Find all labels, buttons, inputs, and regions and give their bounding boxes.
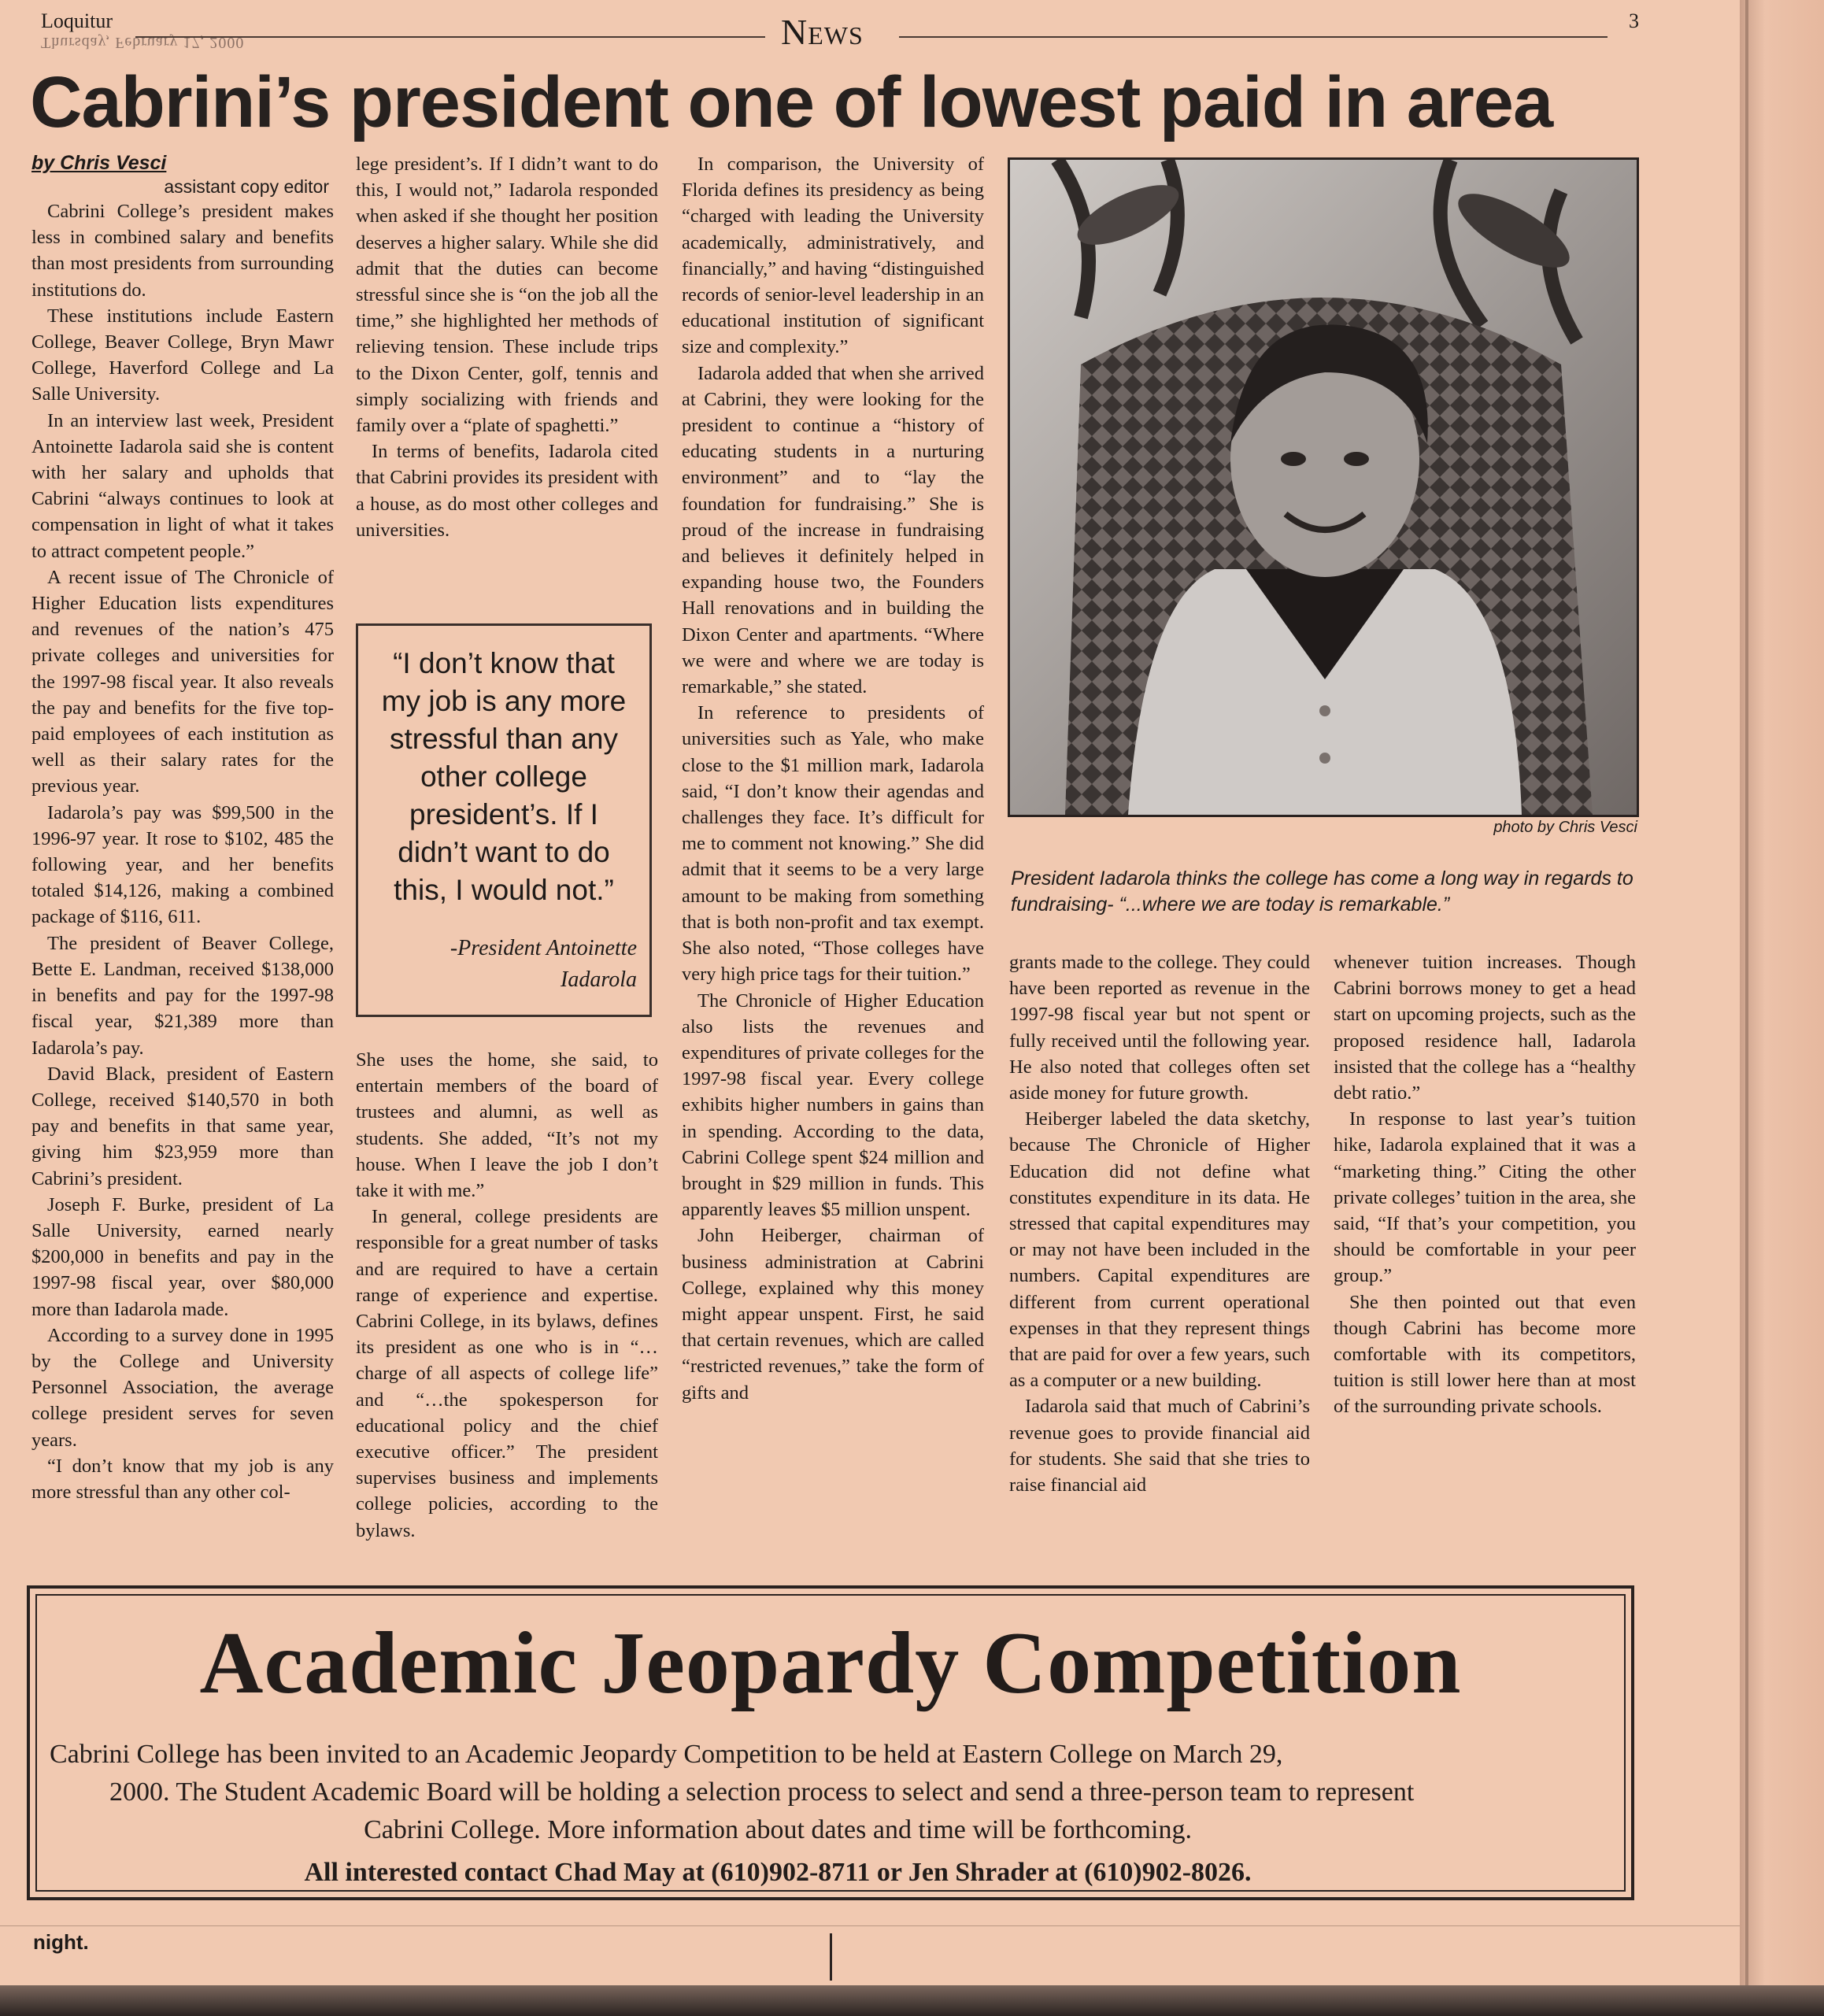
paper-name: Loquitur [41, 9, 113, 32]
paragraph: Iadarola added that when she arrived at Cabrini, they were looking for the president to continue a “history of educating students in a nurturing environment” and to “lay the foundation for fundraising.” She is proud of the increase in fundraising and believes it definitely helped in expanding house two, the Founders Hall renovations and in building the Dixon Center and apartments. “Where we were and where we are today is remarkable,” she stated. [682, 362, 984, 698]
jeopardy-ad-inner [35, 1594, 1626, 1892]
paragraph: She uses the home, she said, to entertain members of the board of trustees and alumni, as well as students. She added, “It’s not my house. When I leave the job I don’t take it with me.” [356, 1049, 658, 1202]
page-edge-strip [1740, 0, 1824, 2016]
fold-mark [830, 1933, 832, 1981]
paragraph: The Chronicle of Higher Education also lists the revenues and expenditures of private colleges for the 1997-98 fiscal year. Every college exhibits higher numbers in gains than in spending. According to the data, Cabrini College spent $24 million and brought in $29 million in funds. This apparently leaves $5 million unspent. [682, 990, 984, 1221]
paragraph: In response to last year’s tuition hike, Iadarola explained that it was a “marketing thing.” Citing the other private colleges’ tuition in the area, she said, “If that’s your competition, you should be comfortable in your peer group.” [1334, 1108, 1636, 1287]
paragraph: lege president’s. If I didn’t want to do this, I would not,” Iadarola responded when asked if she thought her position deserves a higher salary. While she did admit that the duties can become stressful since she is “on the job all the time,” she highlighted her methods of relieving tension. These include trips to the Dixon Center, golf, tennis and simply socializing with friends and family over a “plate of spaghetti.” [356, 154, 658, 437]
section-name: News [781, 12, 864, 52]
date-line: Thursday, February 17, 2000 [41, 34, 245, 51]
paragraph: She then pointed out that even though Cabrini has become more comfortable with its competitors, tuition is still lower here than at most of the surrounding private schools. [1334, 1291, 1636, 1418]
article-column-1 [31, 151, 334, 1505]
ad-line: 2000. The Student Academic Board will be holding a selection process to select and send a three-person team to represent [109, 1777, 1415, 1807]
paragraph: Iadarola’s pay was $99,500 in the 1996-97 year. It rose to $102, 485 the following year, and her benefits totaled $14,126, making a combined package of $116, 611. [31, 801, 334, 928]
paragraph: In an interview last week, President Antoinette Iadarola said she is content with her salary and upholds that Cabrini “always continues to look at compensation in light of what it takes to attract competent people.” [31, 409, 334, 562]
paragraph: The president of Beaver College, Bette E. Landman, received $138,000 in benefits and pay for the 1997-98 fiscal year, $21,389 more than Iadarola’s pay. [31, 932, 334, 1059]
byline: by Chris Vesci [31, 152, 167, 174]
paragraph: whenever tuition increases. Though Cabrini borrows money to get a head start on upcoming projects, such as the proposed residence hall, Iadarola insisted that the college has a “healthy debt ratio.” [1334, 952, 1636, 1104]
header-rule-right [899, 36, 1608, 38]
paragraph: In general, college presidents are responsible for a great number of tasks and are required to have a certain range of experience and expertise. Cabrini College, in its bylaws, defines its president as one who is in “…charge of all aspects of college life” and “…the spokesperson for educational policy and the chief executive officer.” The president supervises business and implements college policies, according to the bylaws. [356, 1206, 658, 1541]
scan-bottom-edge [0, 1985, 1824, 2016]
paragraph: grants made to the college. They could have been reported as revenue in the 1997-98 fiscal year but not spent or fully received until the following year. He also noted that colleges often set aside money for future growth. [1009, 952, 1310, 1104]
bleed-through-word: night. [33, 1930, 89, 1954]
pull-quote-box [356, 623, 652, 1017]
article-column-2-bottom [356, 1047, 658, 1544]
paragraph: In comparison, the University of Florida defines its presidency as being “charged with leading the University academically, administratively, and financially,” and having “distinguished records of senior-level leadership in an educational institution of significant size and complexity.” [682, 154, 984, 358]
page-edge-line [1745, 0, 1748, 2016]
photo-caption: President Iadarola thinks the college has come a long way in regards to fundraising- “...where we are today is remarkable.” [1011, 867, 1633, 916]
president-photo [1008, 157, 1639, 817]
paragraph: Joseph F. Burke, president of La Salle University, earned nearly $200,000 in benefits and pay in the 1997-98 fiscal year, over $80,000 more than Iadarola made. [31, 1193, 334, 1320]
photo-credit: photo by Chris Vesci [1493, 819, 1637, 836]
portrait-illustration [1010, 160, 1637, 815]
headline: Cabrini’s president one of lowest paid in area [30, 62, 1553, 142]
paragraph: Cabrini College’s president makes less in combined salary and benefits than most presidents from surrounding institutions do. [31, 201, 334, 301]
paragraph: Iadarola said that much of Cabrini’s revenue goes to provide financial aid for students. She said that she tries to raise financial aid [1009, 1396, 1310, 1496]
pull-quote-text: “I don’t know that my job is any more stressful than any other college president’s. If I didn’t want to do this, I would not.” [381, 647, 627, 906]
ad-contact: All interested contact Chad May at (610)902-8711 or Jen Shrader at (610)902-8026. [304, 1858, 1252, 1887]
paragraph: Heiberger labeled the data sketchy, because The Chronicle of Higher Education did not define what constitutes expenditure in its data. He stressed that capital expenditures may or may not have been included in the numbers. Capital expenditures are different from current operational expenses in that they represent things that are paid for over a few years, such as a computer or a new building. [1009, 1108, 1310, 1392]
pull-quote-attribution: -President Antoinette Iadarola [450, 936, 637, 992]
ad-line: Cabrini College. More information about dates and time will be forthcoming. [364, 1815, 1192, 1844]
paragraph: According to a survey done in 1995 by the College and University Personnel Association, the average college president serves for seven years. [31, 1324, 334, 1451]
paragraph: In terms of benefits, Iadarola cited that Cabrini provides its president with a house, as do most other colleges and universities. [356, 441, 658, 541]
jeopardy-ad [27, 1585, 1634, 1900]
paragraph: “I don’t know that my job is any more stressful than any other col- [31, 1455, 334, 1503]
paragraph: John Heiberger, chairman of business administration at Cabrini College, explained why this money might appear unspent. First, he said that certain revenues, which are called “restricted revenues,” take the form of gifts and [682, 1225, 984, 1404]
ad-body [50, 1736, 1616, 1892]
paragraph: These institutions include Eastern College, Beaver College, Bryn Mawr College, Haverford College and La Salle University. [31, 305, 334, 405]
header-rule-left [135, 36, 765, 38]
article-column-3 [682, 151, 984, 1406]
ad-line: Cabrini College has been invited to an Academic Jeopardy Competition to be held at Eastern College on March 29, [50, 1740, 1283, 1769]
ad-title: Academic Jeopardy Competition [199, 1615, 1462, 1712]
paragraph: A recent issue of The Chronicle of Higher Education lists expenditures and revenues of the nation’s 475 private colleges and universities for the 1997-98 fiscal year. It also reveals the pay and benefits for the five top-paid employees of each institution as well as their salary rates for the previous year. [31, 566, 334, 797]
article-column-4 [1009, 949, 1310, 1498]
byline-title: assistant copy editor [164, 176, 329, 197]
paragraph: In reference to presidents of universities such as Yale, who make close to the $1 million mark, Iadarola said, “I don’t know their agendas and challenges they face. It’s difficult for me to comment not knowing.” She did admit that it seems to be a very large amount to be making from something that is both non-profit and tax exempt. She also noted, “Those colleges have very high price tags for their tuition.” [682, 702, 984, 986]
article-column-5 [1334, 949, 1636, 1420]
article-column-2-top [356, 151, 658, 543]
page-number: 3 [1629, 9, 1639, 32]
masthead [41, 6, 1639, 50]
paragraph: David Black, president of Eastern College, received $140,570 in both pay and benefits in that same year, giving him $23,959 more than Cabrini’s president. [31, 1063, 334, 1189]
footer-rule [0, 1925, 1740, 1926]
